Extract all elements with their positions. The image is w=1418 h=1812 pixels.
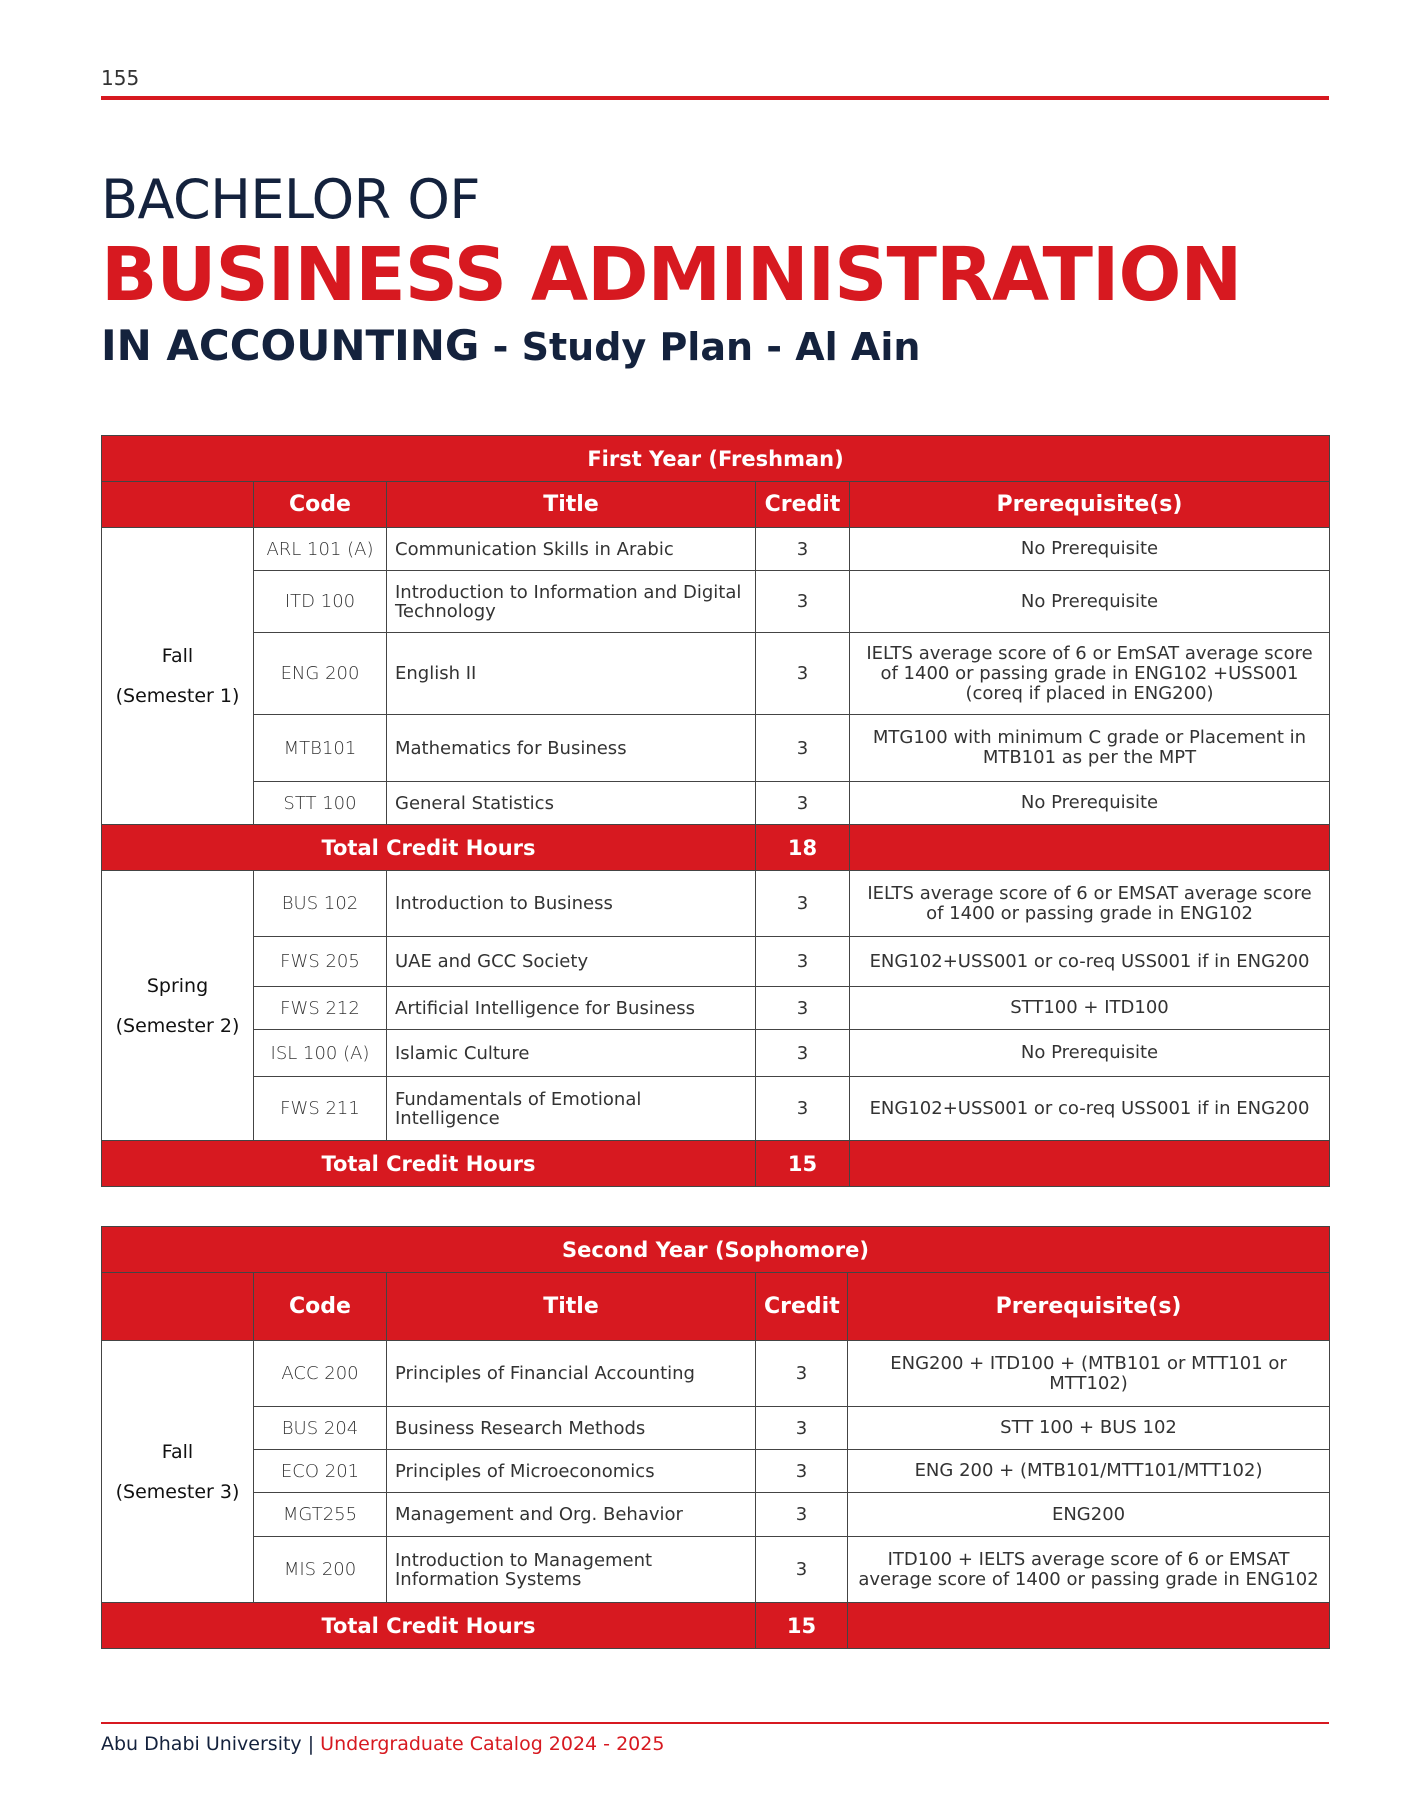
course-credit: 3	[756, 937, 850, 987]
course-code: ITD 100	[254, 571, 387, 633]
column-header-credit: Credit	[756, 1273, 848, 1341]
title-line-3	[101, 320, 1241, 373]
table-row	[102, 1537, 1330, 1603]
semester-number: (Semester 2)	[115, 1014, 240, 1037]
total-row	[102, 1603, 1330, 1649]
course-code: BUS 204	[254, 1407, 387, 1450]
course-code: FWS 211	[254, 1077, 387, 1141]
table-row	[102, 1341, 1330, 1407]
course-prereq: STT100 + ITD100	[850, 987, 1330, 1030]
course-prereq: IELTS average score of 6 or EMSAT average score of 1400 or passing grade in ENG102	[850, 871, 1330, 937]
table-row	[102, 782, 1330, 825]
course-title: Principles of Microeconomics	[387, 1450, 756, 1493]
course-prereq: ENG102+USS001 or co-req USS001 if in ENG200	[850, 1077, 1330, 1141]
course-credit: 3	[756, 1407, 848, 1450]
course-title: Introduction to Business	[387, 871, 756, 937]
total-empty	[850, 825, 1330, 871]
course-title: Business Research Methods	[387, 1407, 756, 1450]
course-prereq: No Prerequisite	[850, 1030, 1330, 1077]
header-rule	[101, 96, 1329, 100]
course-title: UAE and GCC Society	[387, 937, 756, 987]
course-title: Islamic Culture	[387, 1030, 756, 1077]
course-title: Communication Skills in Arabic	[387, 528, 756, 571]
table-row	[102, 1450, 1330, 1493]
table-row	[102, 528, 1330, 571]
semester-cell	[102, 528, 254, 825]
year-heading: Second Year (Sophomore)	[102, 1227, 1330, 1273]
course-credit: 3	[756, 715, 850, 782]
total-empty	[848, 1603, 1330, 1649]
course-title: Fundamentals of Emotional Intelligence	[387, 1077, 756, 1141]
footer-separator: |	[301, 1733, 321, 1755]
first-year-table	[101, 435, 1330, 1187]
table-row	[102, 1493, 1330, 1537]
year-heading-row	[102, 436, 1330, 482]
column-header-row	[102, 1273, 1330, 1341]
course-credit: 3	[756, 571, 850, 633]
course-code: ISL 100 (A)	[254, 1030, 387, 1077]
total-label: Total Credit Hours	[102, 1141, 756, 1187]
title-line-1: BACHELOR OF	[101, 168, 480, 231]
semester-cell	[102, 1341, 254, 1603]
footer	[101, 1733, 664, 1755]
course-title: General Statistics	[387, 782, 756, 825]
column-header-title: Title	[387, 1273, 756, 1341]
course-title: Principles of Financial Accounting	[387, 1341, 756, 1407]
semester-number: (Semester 1)	[115, 685, 240, 707]
semester-name: Fall	[161, 1440, 194, 1463]
course-code: ECO 201	[254, 1450, 387, 1493]
course-credit: 3	[756, 1450, 848, 1493]
total-row	[102, 1141, 1330, 1187]
page-number: 155	[101, 66, 140, 90]
footer-rule	[101, 1722, 1329, 1724]
table-row	[102, 571, 1330, 633]
course-title: Mathematics for Business	[387, 715, 756, 782]
course-code: ACC 200	[254, 1341, 387, 1407]
course-code: MIS 200	[254, 1537, 387, 1603]
course-prereq: No Prerequisite	[850, 571, 1330, 633]
total-value: 18	[756, 825, 850, 871]
table-row	[102, 715, 1330, 782]
course-credit: 3	[756, 633, 850, 715]
table-row	[102, 633, 1330, 715]
course-code: STT 100	[254, 782, 387, 825]
title-line-2: BUSINESS ADMINISTRATION	[101, 232, 1242, 318]
course-credit: 3	[756, 1030, 850, 1077]
year-heading: First Year (Freshman)	[102, 436, 1330, 482]
year-heading-row	[102, 1227, 1330, 1273]
course-credit: 3	[756, 1077, 850, 1141]
semester-number: (Semester 3)	[115, 1480, 240, 1503]
semester-cell	[102, 871, 254, 1141]
course-prereq: ENG200	[848, 1493, 1330, 1537]
semester-name: Spring	[146, 974, 209, 997]
course-code: ARL 101 (A)	[254, 528, 387, 571]
column-header-semester	[102, 482, 254, 528]
course-credit: 3	[756, 1493, 848, 1537]
footer-catalog: Undergraduate Catalog 2024 - 2025	[320, 1733, 665, 1755]
column-header-prereq: Prerequisite(s)	[848, 1273, 1330, 1341]
total-label: Total Credit Hours	[102, 1603, 756, 1649]
course-credit: 3	[756, 528, 850, 571]
course-credit: 3	[756, 871, 850, 937]
semester-name: Fall	[161, 645, 194, 667]
table-row	[102, 987, 1330, 1030]
column-header-credit: Credit	[756, 482, 850, 528]
course-credit: 3	[756, 1537, 848, 1603]
course-code: FWS 205	[254, 937, 387, 987]
column-header-semester	[102, 1273, 254, 1341]
course-title: Management and Org. Behavior	[387, 1493, 756, 1537]
total-row	[102, 825, 1330, 871]
course-prereq: ENG102+USS001 or co-req USS001 if in ENG200	[850, 937, 1330, 987]
total-label: Total Credit Hours	[102, 825, 756, 871]
course-code: MGT255	[254, 1493, 387, 1537]
title-subtitle: - Study Plan - Al Ain	[479, 325, 921, 369]
course-prereq: MTG100 with minimum C grade or Placement in MTB101 as per the MPT	[850, 715, 1330, 782]
total-empty	[850, 1141, 1330, 1187]
course-title: Introduction to Information and Digital Technology	[387, 571, 756, 633]
table-row	[102, 1407, 1330, 1450]
column-header-prereq: Prerequisite(s)	[850, 482, 1330, 528]
course-prereq: ENG 200 + (MTB101/MTT101/MTT102)	[848, 1450, 1330, 1493]
second-year-table	[101, 1226, 1330, 1649]
course-title: Introduction to Management Information Systems	[387, 1537, 756, 1603]
table-row	[102, 1077, 1330, 1141]
course-title: Artificial Intelligence for Business	[387, 987, 756, 1030]
course-credit: 3	[756, 987, 850, 1030]
course-credit: 3	[756, 1341, 848, 1407]
course-code: FWS 212	[254, 987, 387, 1030]
course-code: MTB101	[254, 715, 387, 782]
table-row	[102, 937, 1330, 987]
column-header-code: Code	[254, 1273, 387, 1341]
course-prereq: IELTS average score of 6 or EmSAT average score of 1400 or passing grade in ENG102 +USS001 (coreq if placed in ENG200)	[850, 633, 1330, 715]
course-prereq: STT 100 + BUS 102	[848, 1407, 1330, 1450]
title-program: IN ACCOUNTING	[101, 321, 480, 370]
course-prereq: No Prerequisite	[850, 528, 1330, 571]
total-value: 15	[756, 1603, 848, 1649]
total-value: 15	[756, 1141, 850, 1187]
course-code: ENG 200	[254, 633, 387, 715]
column-header-row	[102, 482, 1330, 528]
page-title	[101, 168, 1241, 373]
footer-university: Abu Dhabi University	[101, 1733, 302, 1755]
column-header-code: Code	[254, 482, 387, 528]
course-prereq: ITD100 + IELTS average score of 6 or EMSAT average score of 1400 or passing grade in ENG102	[848, 1537, 1330, 1603]
course-title: English II	[387, 633, 756, 715]
column-header-title: Title	[387, 482, 756, 528]
course-prereq: No Prerequisite	[850, 782, 1330, 825]
course-prereq: ENG200 + ITD100 + (MTB101 or MTT101 or MTT102)	[848, 1341, 1330, 1407]
table-row	[102, 871, 1330, 937]
table-row	[102, 1030, 1330, 1077]
course-credit: 3	[756, 782, 850, 825]
course-code: BUS 102	[254, 871, 387, 937]
